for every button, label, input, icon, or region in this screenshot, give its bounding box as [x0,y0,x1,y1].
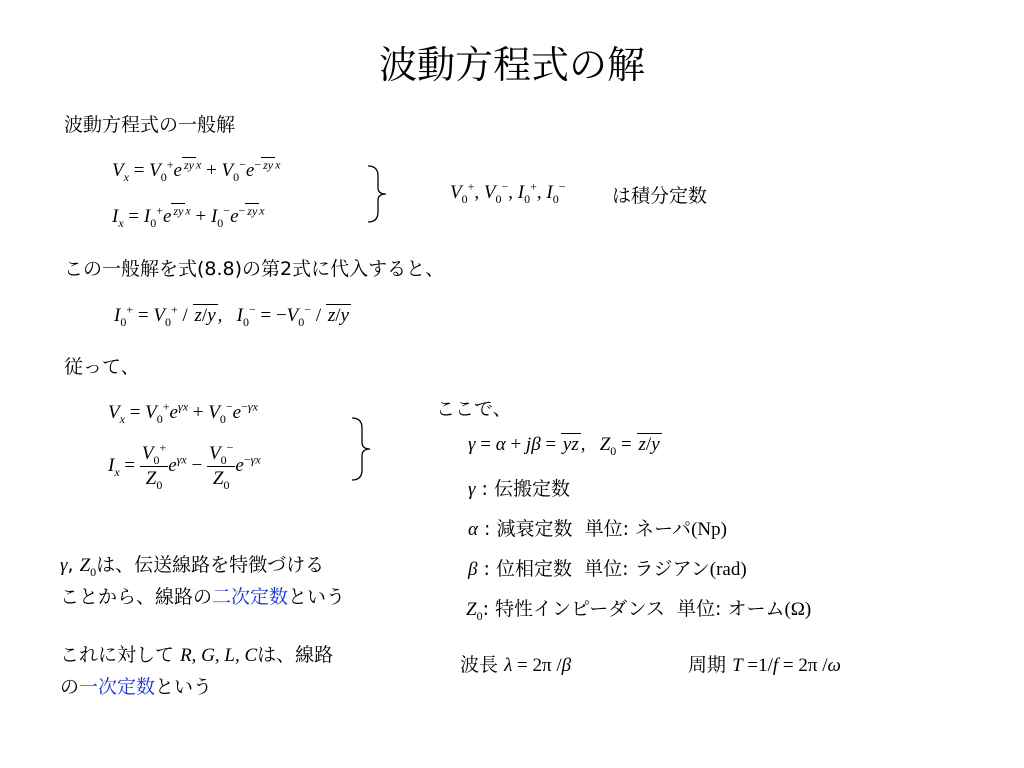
radian-label: ラジアン [634,558,710,580]
right-brace-icon [348,416,378,482]
period-formula: 周期 T =1/f = 2π /ω [688,654,841,676]
substitute-text: この一般解を式(8.8)の第2式に代入すると、 [64,258,445,280]
wavelength-formula: 波長 λ = 2π /β [460,654,572,676]
primary-text-1b: は、線路 [257,644,334,666]
z0-definition: $Z_0$: 特性インピーダンス 単位: オーム(Ω) [466,598,812,623]
here-text: ここで、 [436,398,512,420]
ohm-label: オーム [727,598,785,620]
integration-constants-text: は積分定数 [612,185,708,207]
equation-ix-general: $I_x = I_0^+e$ $^{zy x} + I_0^-e^{- zy x}$ [112,203,265,230]
secondary-text-2a: ことから、線路の [60,586,213,608]
unit-label: 単位: [584,518,629,540]
primary-constants-highlight: 一次定数 [79,676,156,698]
secondary-text-2b: という [288,586,346,608]
secondary-constants-line2 [60,584,345,610]
equation-vx-general: $V_x = V_0^+e$ $^{zy x} + V_0^-e^{- zy x}$ [112,157,281,184]
primary-constants-line2 [60,674,212,700]
general-solution-heading: 波動方程式の一般解 [64,114,236,136]
primary-constants-line1 [60,642,333,669]
primary-text-2b: という [155,676,213,698]
attenuation-label: 減衰定数 [496,518,573,540]
integration-constants-symbols: $V_0^+$, $V_0^-$, $I_0^+$, $I_0^-$ [450,179,566,206]
neper-unit: (Np) [691,519,727,540]
therefore-text: 従って、 [64,356,140,378]
equation-ix-gamma: $I_x$ = $\frac{V_0^+}{Z_0}$ $e^{\gamma x}$ − $\frac{V_0^-}{Z_0}$ $e^{-\gamma x}$ [108,440,261,492]
secondary-constants-line1: γ, $Z_0$は、伝送線路を特徴づける [60,554,325,579]
phase-label: 位相定数 [495,558,572,580]
unit-label: 単位: [584,558,629,580]
period-label: 周期 [688,654,727,676]
equation-vx-gamma: $V_x = V_0^+e^{\gamma x} + V_0^-e^{-\gamma x}$ [108,399,258,426]
gamma-definition: γ : 伝搬定数 [468,478,570,500]
radian-unit: (rad) [709,559,747,580]
secondary-constants-highlight: 二次定数 [212,586,289,608]
primary-params: R, G, L, C [180,645,258,666]
unit-label: 単位: [677,598,722,620]
neper-label: ネーパ [635,518,692,540]
right-brace-icon [364,164,394,224]
secondary-text-1: は、伝送線路を特徴づける [96,554,325,576]
alpha-definition: α : 減衰定数 単位: ネーパ(Np) [468,518,727,540]
wavelength-label: 波長 [460,654,499,676]
beta-definition: β : 位相定数 単位: ラジアン(rad) [468,558,747,580]
char-impedance-label: 特性インピーダンス [495,598,665,620]
page-title: 波動方程式の解 [378,43,645,87]
primary-text-1a: これに対して [60,644,175,666]
equation-gamma-z0: γ = α + jβ = yz , $Z_0 = z/y$ [468,434,660,458]
primary-text-2a: の [60,676,80,698]
ohm-unit: (Ω) [784,599,812,620]
propagation-constant-label: 伝搬定数 [493,478,570,500]
equation-current-voltage-relation: $I_0^+ = V_0^+ / z/y$ , $I_0^- = -V_0^- / z/y$ [114,302,349,329]
